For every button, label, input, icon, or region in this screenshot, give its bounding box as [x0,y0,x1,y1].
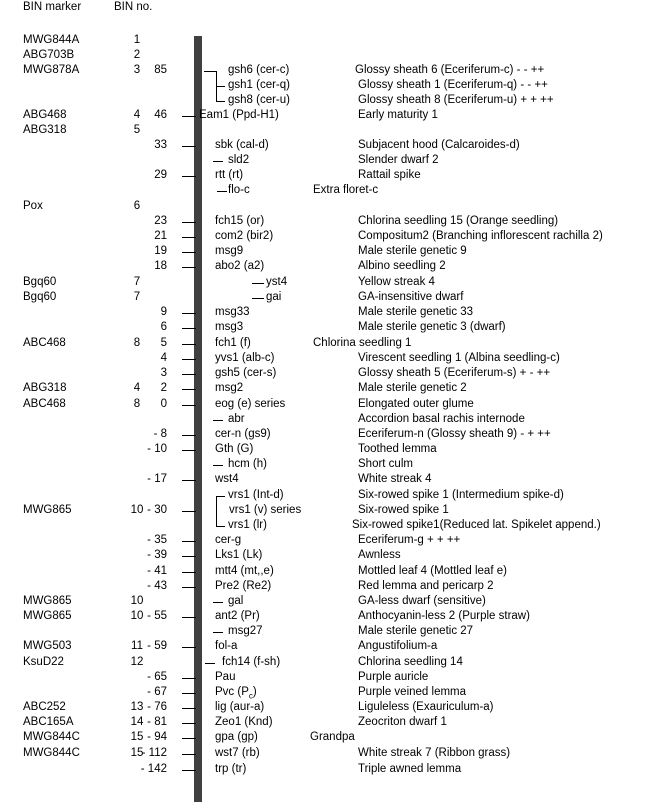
map-row [0,427,653,442]
gene-symbol: Gth (G) [215,443,254,455]
gene-description: Angustifolium-a [358,640,438,652]
map-position: 0 [160,398,167,410]
map-row [0,594,653,609]
map-row [0,685,653,700]
locus-tick [213,602,223,603]
map-position: 23 [154,215,167,227]
gene-description: Anthocyanin-less 2 (Purple straw) [358,610,530,622]
gene-description: Toothed lemma [358,443,437,455]
gene-description: Chlorina seedling 14 [358,656,463,668]
map-row [0,639,653,654]
gene-description: Six-rowed spike1(Reduced lat. Spikelet append.) [352,519,601,531]
locus-tick [182,678,196,679]
gene-description: Zeocriton dwarf 1 [358,716,447,728]
bin-marker: MWG865 [23,595,72,607]
bin-number: 1 [133,34,141,46]
map-position: 9 [160,306,167,318]
map-position: - 35 [147,534,167,546]
gene-symbol: lig (aur-a) [215,701,265,713]
bin-marker: Pox [23,200,43,212]
locus-tick [182,450,196,451]
gene-symbol: vrs1 (lr) [228,519,267,531]
map-row [0,320,653,335]
map-row [0,762,653,777]
locus-tick [182,572,196,573]
locus-tick [182,723,196,724]
bin-marker: MWG865 [23,504,72,516]
gene-symbol: Eam1 (Ppd-H1) [199,109,279,121]
map-position: - 8 [153,428,167,440]
bin-marker: ABC165A [23,716,74,728]
map-row [0,503,653,518]
locus-tick [213,420,223,421]
map-row [0,33,653,48]
bin-number: 6 [133,200,141,212]
bin-marker: ABC468 [23,398,66,410]
gene-description: Awnless [358,549,401,561]
map-position: 6 [160,321,167,333]
map-row [0,730,653,745]
map-row [0,108,653,123]
gene-symbol-subscript: c [248,691,253,701]
locus-tick [182,328,196,329]
gene-description: Male sterile genetic 9 [358,245,467,257]
map-position: - 67 [147,686,167,698]
map-row [0,457,653,472]
locus-tick [252,298,264,299]
map-position: 21 [154,230,167,242]
bin-number: 8 [133,398,141,410]
bin-number: 15 [130,731,144,743]
bin-marker: Bgq60 [23,276,57,288]
gene-description: GA-less dwarf (sensitive) [358,595,486,607]
gene-symbol: ant2 (Pr) [215,610,260,622]
locus-tick [217,496,225,497]
locus-tick [182,738,196,739]
gene-description: Six-rowed spike 1 [358,504,449,516]
map-row [0,244,653,259]
map-row [0,153,653,168]
gene-symbol: Lks1 (Lk) [215,549,263,561]
map-position: 2 [160,382,167,394]
gene-description: Albino seedling 2 [358,260,446,272]
gene-symbol: sbk (cal-d) [215,139,269,151]
locus-tick [182,708,196,709]
map-position: - 39 [147,549,167,561]
map-position: 3 [160,367,167,379]
gene-symbol: fch15 (or) [215,215,265,227]
locus-tick [182,587,196,588]
map-row [0,442,653,457]
locus-tick [182,176,196,177]
bin-marker: ABG703B [23,49,75,61]
bin-number: 8 [133,337,141,349]
gene-description: Purple auricle [358,671,429,683]
map-row [0,366,653,381]
gene-description: Male sterile genetic 2 [358,382,467,394]
bin-number: 11 [131,640,143,652]
map-row [0,518,653,533]
locus-tick [182,511,196,512]
map-row [0,229,653,244]
gene-symbol: yst4 [266,276,288,288]
map-row [0,48,653,63]
map-row [0,579,653,594]
bin-marker: MWG865 [23,610,72,622]
gene-description: GA-insensitive dwarf [358,291,464,303]
map-position: - 41 [147,565,167,577]
gene-description: Compositum2 (Branching inflorescent rachilla 2) [358,230,603,242]
map-position: 19 [154,245,167,257]
gene-symbol: Zeo1 (Knd) [215,716,273,728]
locus-tick [213,465,223,466]
gene-symbol-tail: ) [252,686,257,698]
gene-description: Glossy sheath 5 (Eceriferum-s) + - ++ [358,367,551,379]
marker-column-header: BIN marker [23,1,82,13]
locus-tick [217,191,227,192]
map-row [0,670,653,685]
map-position: 46 [154,109,167,121]
map-row [0,138,653,153]
gene-symbol: gsh8 (cer-u) [228,94,290,106]
gene-description: Extra floret-c [313,184,379,196]
bin-number: 3 [133,64,141,76]
map-row [0,305,653,320]
gene-description: Glossy sheath 1 (Eceriferum-q) - - ++ [358,79,548,91]
locus-tick [204,71,216,72]
map-position: 29 [154,169,167,181]
gene-description: Eceriferum-g + + ++ [358,534,461,546]
bin-number: 4 [133,109,141,121]
gene-symbol: gsh5 (cer-s) [215,367,277,379]
gene-description: Short culm [358,458,413,470]
gene-description: Elongated outer glume [358,398,474,410]
map-row [0,700,653,715]
map-row [0,290,653,305]
locus-tick [182,222,196,223]
gene-description: Purple veined lemma [358,686,467,698]
gene-symbol: sld2 [228,154,250,166]
map-position: 4 [160,352,167,364]
map-row [0,472,653,487]
map-position: 5 [160,337,167,349]
gene-symbol: com2 (bir2) [215,230,274,242]
bin-number: 14 [130,716,144,728]
bin-marker: MWG844C [23,731,80,743]
bin-number: 13 [130,701,144,713]
map-position: - 10 [147,443,167,455]
gene-description: Male sterile genetic 3 (dwarf) [358,321,506,333]
map-position: - 142 [140,763,167,775]
gene-description: Mottled leaf 4 (Mottled leaf e) [358,565,507,577]
gene-description: Glossy sheath 8 (Eceriferum-u) + + ++ [358,94,554,106]
gene-description: Red lemma and pericarp 2 [358,580,494,592]
map-row [0,715,653,730]
map-position: - 76 [147,701,167,713]
locus-tick [182,146,196,147]
gene-description: Chlorina seedling 15 (Orange seedling) [358,215,559,227]
gene-description: Male sterile genetic 27 [358,625,474,637]
locus-tick [217,526,225,527]
locus-tick [182,252,196,253]
gene-symbol: cer-n (gs9) [215,428,271,440]
gene-symbol: Pvc $(P_c)$ [215,686,257,701]
bin-number: 2 [133,49,141,61]
map-position: 33 [154,139,167,151]
bin-number: 12 [130,656,144,668]
gene-symbol: abo2 (a2) [215,260,265,272]
locus-tick [182,617,196,618]
locus-tick [182,480,196,481]
locus-tick [217,101,225,102]
locus-tick [182,237,196,238]
cluster-bracket [216,71,217,102]
bin-marker: MWG844C [23,747,80,759]
map-position: - 59 [147,640,167,652]
map-position: - 55 [147,610,167,622]
gene-description: Virescent seedling 1 (Albina seedling-c) [358,352,560,364]
map-row [0,564,653,579]
gene-description: Yellow streak 4 [358,276,435,288]
bin-number: 15 [130,747,144,759]
gene-symbol: trp (tr) [215,763,247,775]
gene-symbol: fol-a [215,640,238,652]
gene-description: Triple awned lemma [358,763,462,775]
map-row [0,746,653,761]
locus-tick [182,374,196,375]
map-row [0,78,653,93]
map-row [0,259,653,274]
bin-number: 10 [130,595,144,607]
gene-symbol: gal [228,595,244,607]
gene-symbol: fch1 (f) [215,337,251,349]
gene-symbol: vrs1 (v) series [229,504,302,516]
gene-symbol: msg2 [215,382,244,394]
map-row [0,63,653,78]
gene-description: Subjacent hood (Calcaroides-d) [358,139,520,151]
bin-number: 7 [133,291,141,303]
gene-symbol: Pau [215,671,236,683]
map-position: - 17 [147,473,167,485]
map-position: - 30 [147,504,167,516]
gene-description: Early maturity 1 [358,109,438,121]
map-position: - 81 [147,716,167,728]
gene-symbol: wst4 [215,473,239,485]
map-row [0,381,653,396]
bin-marker: ABC252 [23,701,66,713]
map-position: - 94 [147,731,167,743]
map-row [0,214,653,229]
gene-symbol: eog (e) series [215,398,286,410]
locus-tick [182,754,196,755]
gene-description: Eceriferum-n (Glossy sheath 9) - + ++ [358,428,551,440]
locus-tick [182,556,196,557]
gene-description: Slender dwarf 2 [358,154,439,166]
gene-description: Six-rowed spike 1 (Intermedium spike-d) [358,489,564,501]
locus-tick [182,770,196,771]
locus-tick [182,359,196,360]
bin-marker: Bgq60 [23,291,57,303]
gene-description: White streak 7 (Ribbon grass) [358,747,511,759]
gene-symbol: vrs1 (Int-d) [228,489,284,501]
gene-symbol: hcm (h) [228,458,267,470]
map-row [0,336,653,351]
locus-tick [182,116,196,117]
gene-description: Accordion basal rachis internode [358,413,525,425]
gene-symbol: gsh6 (cer-c) [228,64,290,76]
gene-description: Rattail spike [358,169,421,181]
gene-symbol: flo-c [228,184,250,196]
gene-symbol: Pre2 (Re2) [215,580,272,592]
map-row [0,275,653,290]
map-row [0,488,653,503]
locus-tick [252,283,264,284]
bin-column-header: BIN no. [114,1,153,13]
locus-tick [182,405,196,406]
map-row [0,93,653,108]
locus-tick [182,435,196,436]
map-row [0,123,653,138]
gene-symbol: msg33 [215,306,250,318]
map-row [0,397,653,412]
locus-tick [182,389,196,390]
gene-symbol: abr [228,413,245,425]
locus-tick [205,663,215,664]
map-position: - 43 [147,580,167,592]
gene-symbol: gpa (gp) [215,731,258,743]
locus-tick [182,313,196,314]
gene-symbol: yvs1 (alb-c) [215,352,275,364]
locus-tick [182,344,196,345]
gene-description: Chlorina seedling 1 [313,337,412,349]
bin-marker: MWG844A [23,34,80,46]
map-row [0,199,653,214]
map-row [0,655,653,670]
locus-tick [213,161,223,162]
gene-symbol: fch14 (f-sh) [222,656,281,668]
locus-tick [182,647,196,648]
gene-symbol: gai [266,291,282,303]
locus-tick [213,632,223,633]
bin-marker: ABG468 [23,109,67,121]
map-row [0,168,653,183]
bin-number: 10 [130,610,144,622]
gene-symbol: rtt (rt) [215,169,244,181]
bin-marker: ABG318 [23,382,67,394]
gene-description: Grandpa [310,731,355,743]
locus-tick [182,267,196,268]
map-row [0,624,653,639]
bin-marker: MWG503 [23,640,72,652]
cluster-bracket [216,496,217,527]
gene-symbol: cer-g [215,534,242,546]
gene-description: Male sterile genetic 33 [358,306,474,318]
bin-number: 5 [133,124,141,136]
map-position: 85 [154,64,167,76]
map-row [0,548,653,563]
bin-number: 10 [130,504,144,516]
gene-description: Glossy sheath 6 (Eceriferum-c) - - ++ [355,64,545,76]
gene-description: White streak 4 [358,473,432,485]
map-position: 18 [154,260,167,272]
bin-number: 4 [133,382,141,394]
locus-tick [182,541,196,542]
map-position: - 112 [141,747,167,759]
bin-number: 7 [133,276,141,288]
locus-tick [217,86,225,87]
gene-description: Liguleless (Exauriculum-a) [358,701,494,713]
map-row [0,412,653,427]
bin-marker: ABC468 [23,337,66,349]
bin-marker: MWG878A [23,64,80,76]
map-row [0,609,653,624]
gene-symbol: msg3 [215,321,244,333]
locus-tick [182,693,196,694]
map-row [0,351,653,366]
bin-marker: ABG318 [23,124,67,136]
gene-symbol: mtt4 (mt,,e) [215,565,274,577]
bin-marker: KsuD22 [23,656,64,668]
map-position: - 65 [147,671,167,683]
gene-symbol: msg9 [215,245,244,257]
map-row [0,183,653,198]
map-row [0,533,653,548]
gene-symbol: wst7 (rb) [215,747,260,759]
gene-symbol: msg27 [228,625,263,637]
gene-symbol: gsh1 (cer-q) [228,79,290,91]
